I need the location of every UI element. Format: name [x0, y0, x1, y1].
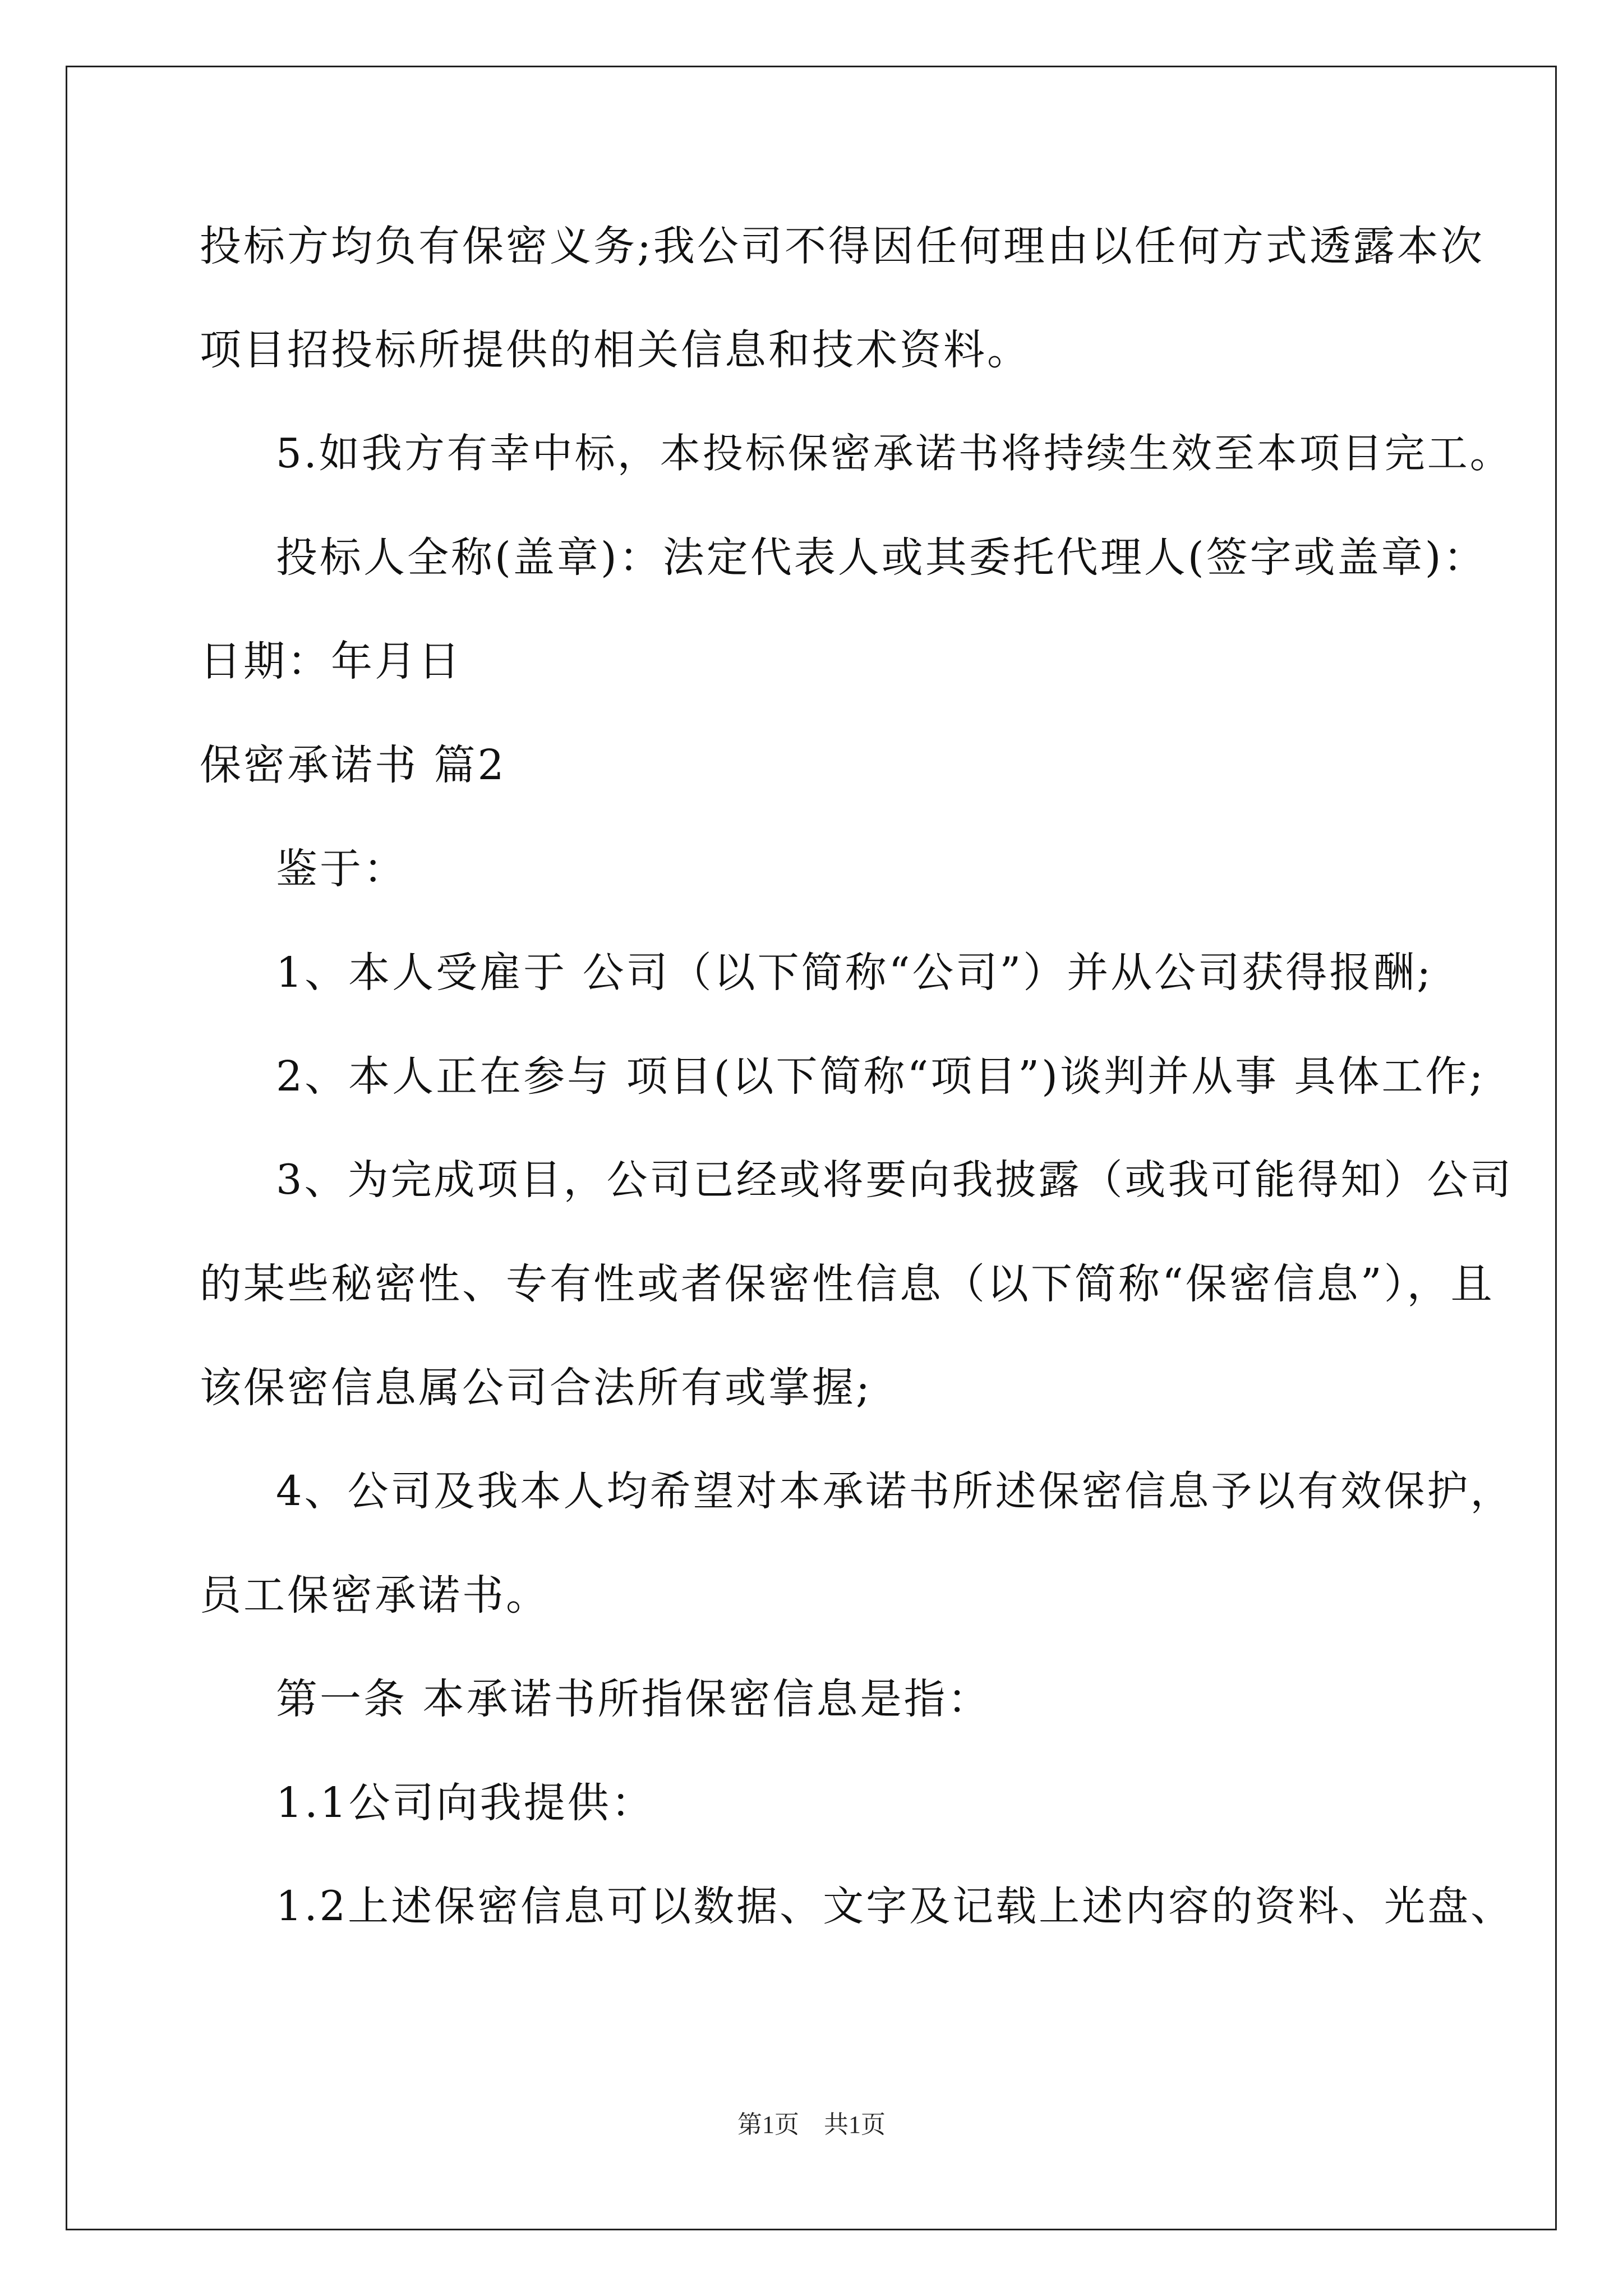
page-footer: 第1页 共1页 [737, 2111, 886, 2138]
paragraph-line: 项目招投标所提供的相关信息和技术资料。 [200, 326, 1031, 374]
paragraph-line: 4、公司及我本人均希望对本承诺书所述保密信息予以有效保护， [276, 1467, 1514, 1515]
paragraph-line: 该保密信息属公司合法所有或掌握; [200, 1364, 872, 1412]
paragraph-line: 的某些秘密性、专有性或者保密性信息（以下简称“保密信息”），且 [200, 1260, 1495, 1308]
paragraph-line: 日期：年月日 [200, 637, 462, 685]
paragraph-line: 第一条 本承诺书所指保密信息是指： [276, 1675, 992, 1723]
paragraph-line: 投标方均负有保密义务;我公司不得因任何理由以任何方式透露本次 [200, 222, 1484, 270]
paragraph-line: 1、本人受雇于 公司（以下简称“公司”）并从公司获得报酬; [276, 949, 1433, 997]
paragraph-line: 员工保密承诺书。 [200, 1571, 550, 1619]
paragraph-line: 投标人全称(盖章)：法定代表人或其委托代理人(签字或盖章)： [276, 533, 1487, 582]
paragraph-line: 1.1公司向我提供： [276, 1779, 655, 1827]
section-heading: 保密承诺书 篇2 [200, 741, 506, 789]
paragraph-line: 3、为完成项目，公司已经或将要向我披露（或我可能得知）公司 [276, 1156, 1514, 1204]
paragraph-line: 5.如我方有幸中标，本投标保密承诺书将持续生效至本项目完工。 [276, 430, 1513, 477]
paragraph-line: 2、本人正在参与 项目(以下简称“项目”)谈判并从事 具体工作; [276, 1052, 1486, 1101]
paragraph-line: 鉴于： [276, 845, 407, 893]
paragraph-line: 1.2上述保密信息可以数据、文字及记载上述内容的资料、光盘、 [276, 1883, 1514, 1930]
